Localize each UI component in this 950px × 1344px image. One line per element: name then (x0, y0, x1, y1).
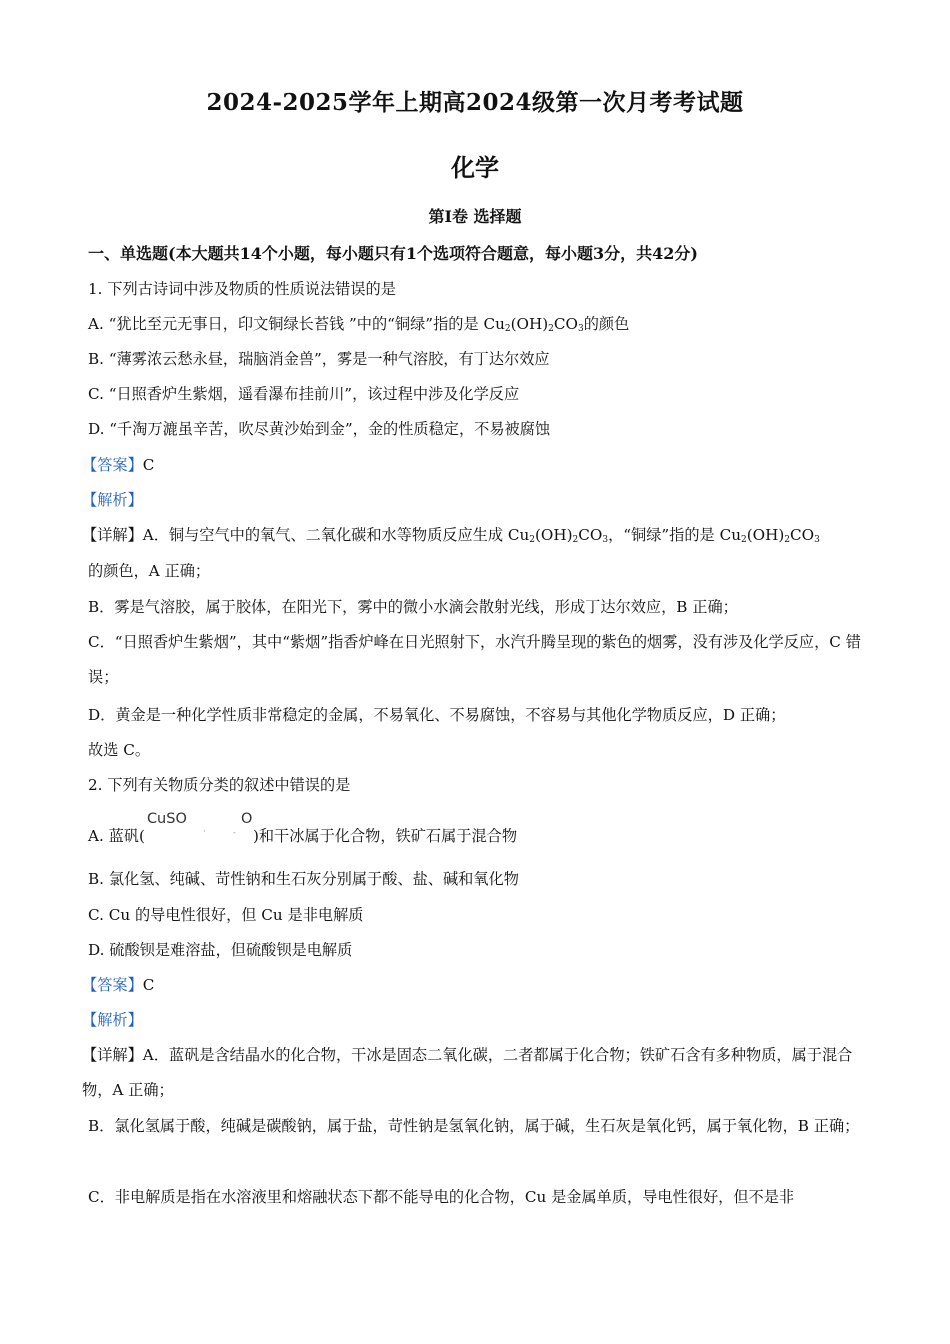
q1-detail-d: D．黄金是一种化学性质非常稳定的金属，不易氧化、不易腐蚀，不容易与其他化学物质反应，D 正确； (88, 706, 786, 724)
q2-option-c: C. Cu 的导电性很好，但 Cu 是非电解质 (88, 906, 364, 924)
q2-option-a: A. 蓝矾( CuSO · - O )和干冰属于化合物，铁矿石属于混合物 (88, 811, 518, 845)
q1-option-c: C. “日照香炉生紫烟，遥看瀑布挂前川”，该过程中涉及化学反应 (88, 385, 520, 403)
section-heading: 一、单选题(本大题共14个小题，每小题只有1个选项符合题意，每小题3分，共42分) (88, 244, 698, 263)
q1-stem: 1. 下列古诗词中涉及物质的性质说法错误的是 (88, 280, 396, 298)
q2-option-d: D. 硫酸钡是难溶盐，但硫酸钡是电解质 (88, 941, 353, 959)
q2-answer: 【答案】C (82, 976, 155, 994)
q1-detail-b: B．雾是气溶胶，属于胶体，在阳光下，雾中的微小水滴会散射光线，形成丁达尔效应，B 正确； (88, 598, 738, 616)
q1-detail-a-cont: 的颜色，A 正确； (88, 562, 211, 580)
q2-option-b: B. 氯化氢、纯碱、苛性钠和生石灰分别属于酸、盐、碱和氧化物 (88, 870, 519, 888)
q1-detail-a: 【详解】A．铜与空气中的氧气、二氧化碳和水等物质反应生成 $Cu_2(OH)_2CO_3$，“铜绿”指的是 $Cu_2(OH)_2CO_3$ (82, 526, 820, 545)
q2-detail-a: 【详解】A．蓝矾是含结晶水的化合物，干冰是固态二氧化碳，二者都属于化合物；铁矿石含有多种物质，属于混合物，A 正确； (82, 1046, 853, 1099)
q2-analysis-tag: 【解析】 (82, 1011, 143, 1029)
exam-title: 2024-2025学年上期高2024级第一次月考考试题 (206, 89, 744, 116)
q1-conclusion: 故选 C。 (88, 741, 151, 759)
q1-option-b: B. “薄雾浓云愁永昼，瑞脑消金兽”，雾是一种气溶胶，有丁达尔效应 (88, 350, 550, 368)
q1-answer: 【答案】C (82, 456, 155, 474)
q2-stem: 2. 下列有关物质分类的叙述中错误的是 (88, 776, 351, 794)
answer-tag: 【答案】 (82, 456, 143, 474)
answer-tag: 【答案】 (82, 976, 143, 994)
q1-detail-c: C．“日照香炉生紫烟”，其中“紫烟”指香炉峰在日光照射下，水汽升腾呈现的紫色的烟雾，没有涉及化学反应，C 错误； (88, 633, 861, 686)
q2-detail-c: C．非电解质是指在水溶液里和熔融状态下都不能导电的化合物，Cu 是金属单质，导电性很好，但不是非 (88, 1188, 795, 1206)
formula-image: CuSO · - O (146, 811, 253, 837)
q1-option-d: D. “千淘万漉虽辛苦，吹尽黄沙始到金”，金的性质稳定，不易被腐蚀 (88, 420, 551, 438)
q1-analysis-tag: 【解析】 (82, 491, 143, 509)
part-heading: 第Ⅰ卷 选择题 (428, 207, 522, 226)
subject-heading: 化学 (451, 153, 499, 182)
q1-option-a: A. “犹比至元无事日，印文铜绿长苔钱 ”中的“铜绿”指的是 $Cu_2(OH)_2CO_3$的颜色 (88, 315, 630, 334)
q2-detail-b: B．氯化氢属于酸，纯碱是碳酸钠，属于盐，苛性钠是氢氧化钠，属于碱，生石灰是氧化钙，属于氧化物，B 正确； (88, 1117, 860, 1135)
